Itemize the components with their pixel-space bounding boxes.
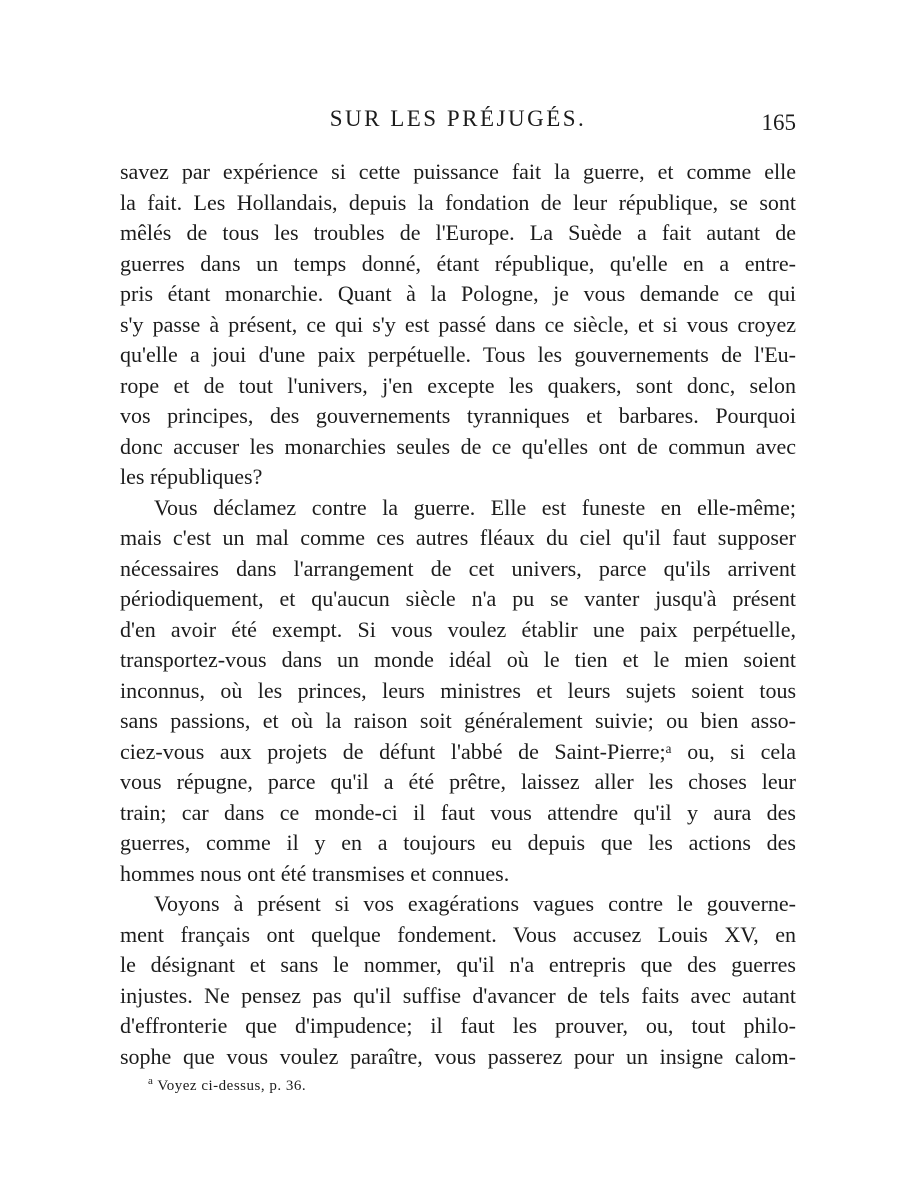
text-line: nécessaires dans l'arrangement de cet univers, parce qu'ils arrivent (120, 555, 796, 581)
text-line: guerres dans un temps donné, étant république, qu'elle en a entre- (120, 250, 796, 276)
text-line: injustes. Ne pensez pas qu'il suffise d'avancer de tels faits avec autant (120, 982, 796, 1008)
text-line: Vous déclamez contre la guerre. Elle est funeste en elle-même; (154, 494, 796, 520)
text-line: ciez-vous aux projets de défunt l'abbé de Saint-Pierre;ᵃ ou, si cela (120, 738, 796, 764)
page-number: 165 (761, 110, 796, 135)
text-line: qu'elle a joui d'une paix perpétuelle. Tous les gouvernements de l'Eu- (120, 342, 796, 367)
text-line: ment français ont quelque fondement. Vous accusez Louis XV, en (120, 921, 796, 947)
text-line: rope et de tout l'univers, j'en excepte les quakers, sont donc, selon (120, 372, 796, 398)
text-line: la fait. Les Hollandais, depuis la fondation de leur république, se sont (120, 189, 796, 215)
text-line: mais c'est un mal comme ces autres fléaux du ciel qu'il faut supposer (120, 525, 796, 550)
text-line: sans passions, et où la raison soit généralement suivie; ou bien asso- (120, 708, 796, 733)
text-line: les républiques? (120, 464, 263, 489)
text-line: vous répugne, parce qu'il a été prêtre, laissez aller les choses leur (120, 769, 796, 794)
text-line: le désignant et sans le nommer, qu'il n'a entrepris que des guerres (120, 952, 796, 977)
paragraph-2 (120, 493, 796, 890)
text-line: guerres, comme il y en a toujours eu depuis que les actions des (120, 830, 796, 855)
paragraph-3 (120, 889, 796, 1072)
body-text (120, 157, 796, 1072)
paragraph-1 (120, 157, 796, 493)
text-line: transportez-vous dans un monde idéal où le tien et le mien soient (120, 647, 796, 672)
text-line: train; car dans ce monde-ci il faut vous attendre qu'il y aura des (120, 799, 796, 825)
running-title: SUR LES PRÉJUGÉS. (329, 106, 587, 131)
page-header (120, 106, 796, 142)
text-line: mêlés de tous les troubles de l'Europe. La Suède a fait autant de (120, 220, 796, 245)
text-line: d'en avoir été exempt. Si vous voulez établir une paix perpétuelle, (120, 616, 796, 642)
footnote-text: Voyez ci-dessus, p. 36. (157, 1078, 307, 1094)
text-line: s'y passe à présent, ce qui s'y est passé dans ce siècle, et si vous croyez (120, 311, 796, 337)
footnote-marker: a (148, 1075, 154, 1087)
footnote (148, 1075, 307, 1095)
text-line: pris étant monarchie. Quant à la Pologne, je vous demande ce qui (120, 281, 796, 306)
text-line: hommes nous ont été transmises et connues. (120, 860, 510, 886)
text-line: vos principes, des gouvernements tyranniques et barbares. Pourquoi (120, 403, 796, 428)
text-line: d'effronterie que d'impudence; il faut les prouver, ou, tout philo- (120, 1013, 796, 1038)
text-line: savez par expérience si cette puissance fait la guerre, et comme elle (120, 159, 796, 184)
text-line: inconnus, où les princes, leurs ministres et leurs sujets soient tous (120, 677, 796, 703)
text-line: Voyons à présent si vos exagérations vagues contre le gouverne- (154, 891, 796, 916)
text-line: périodiquement, et qu'aucun siècle n'a pu se vanter jusqu'à présent (120, 586, 796, 611)
text-line: donc accuser les monarchies seules de ce qu'elles ont de commun avec (120, 433, 796, 459)
text-line: sophe que vous voulez paraître, vous passerez pour un insigne calom- (120, 1043, 796, 1069)
